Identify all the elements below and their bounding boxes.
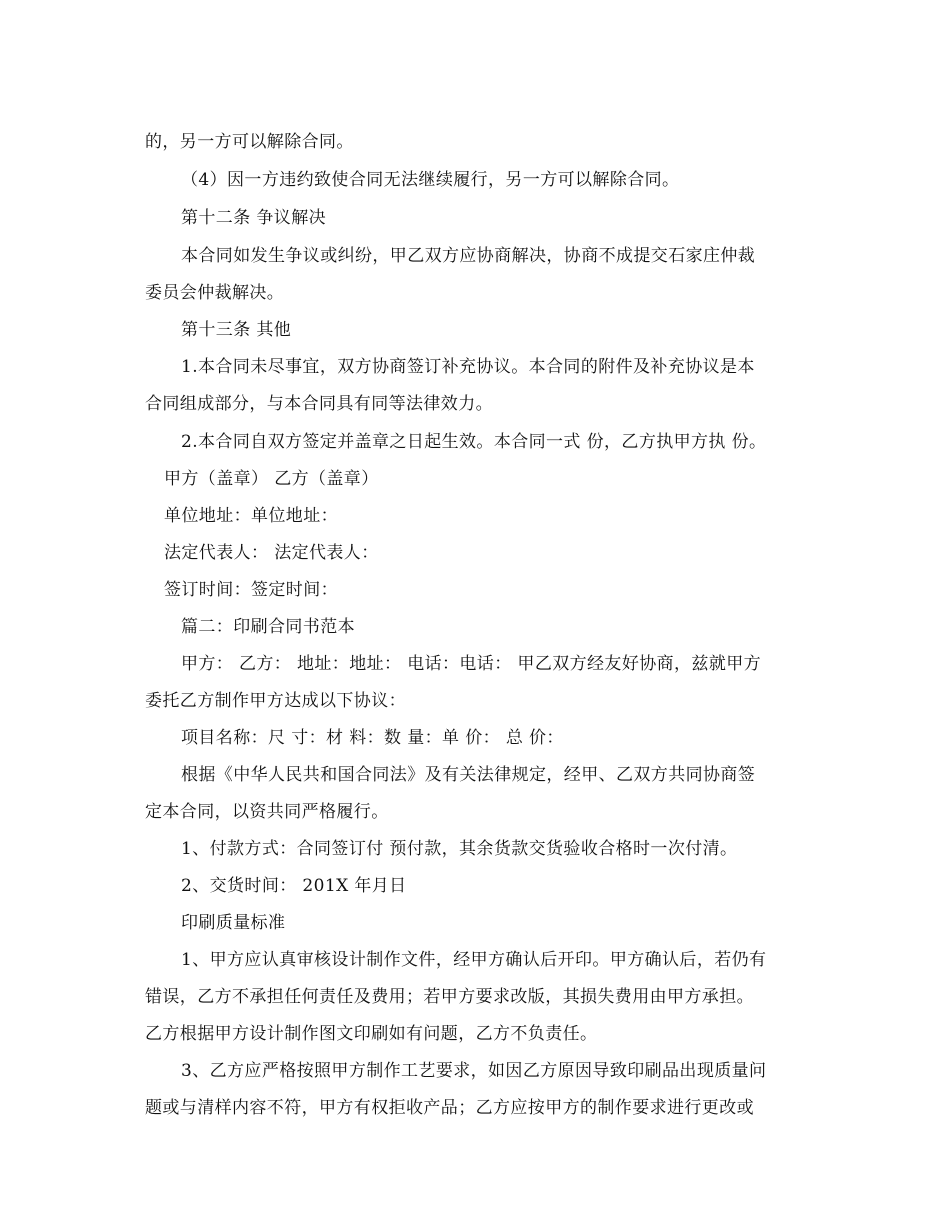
text-line: 3、乙方应严格按照甲方制作工艺要求，如因乙方原因导致印刷品出现质量问 xyxy=(181,1061,767,1081)
text-line: 题或与清样内容不符，甲方有权拒收产品；乙方应按甲方的制作要求进行更改或 xyxy=(145,1098,754,1118)
section-heading: 篇二：印刷合同书范本 xyxy=(181,617,355,637)
text-line: 1、付款方式：合同签订付 预付款，其余货款交货验收合格时一次付清。 xyxy=(181,839,738,859)
text-line: 合同组成部分，与本合同具有同等法律效力。 xyxy=(145,394,493,414)
text-line: 的，另一方可以解除合同。 xyxy=(145,132,354,152)
text-line: 项目名称：尺 寸：材 料：数 量：单 价： 总 价： xyxy=(181,728,564,748)
signature-line: 甲方（盖章） 乙方（盖章） xyxy=(164,469,379,489)
signature-line: 法定代表人： 法定代表人： xyxy=(164,543,379,563)
section-heading: 第十三条 其他 xyxy=(181,320,292,340)
section-heading: 印刷质量标准 xyxy=(181,913,286,933)
section-heading: 第十二条 争议解决 xyxy=(181,208,327,228)
signature-line: 签订时间：签定时间： xyxy=(164,580,338,600)
signature-line: 单位地址：单位地址： xyxy=(164,506,338,526)
text-line: 甲方： 乙方： 地址：地址： 电话：电话： 甲乙双方经友好协商，兹就甲方 xyxy=(181,654,762,674)
text-line: 2、交货时间： 201X 年月日 xyxy=(181,876,407,896)
text-line: 定本合同，以资共同严格履行。 xyxy=(145,802,389,822)
text-line: 乙方根据甲方设计制作图文印刷如有问题，乙方不负责任。 xyxy=(145,1024,598,1044)
text-line: 委托乙方制作甲方达成以下协议： xyxy=(145,691,406,711)
text-line: 2.本合同自双方签定并盖章之日起生效。本合同一式 份，乙方执甲方执 份。 xyxy=(181,432,767,452)
text-line: 1、甲方应认真审核设计制作文件，经甲方确认后开印。甲方确认后，若仍有 xyxy=(181,950,767,970)
text-line: 1.本合同未尽事宜，双方协商签订补充协议。本合同的附件及补充协议是本 xyxy=(181,357,755,377)
text-line: 本合同如发生争议或纠纷，甲乙双方应协商解决，协商不成提交石家庄仲裁 xyxy=(181,246,756,266)
text-line: 根据《中华人民共和国合同法》及有关法律规定，经甲、乙双方共同协商签 xyxy=(181,765,756,785)
text-line: 错误，乙方不承担任何责任及费用；若甲方要求改版，其损失费用由甲方承担。 xyxy=(145,987,754,1007)
text-line: （4）因一方违约致使合同无法继续履行，另一方可以解除合同。 xyxy=(181,170,680,190)
text-line: 委员会仲裁解决。 xyxy=(145,283,285,303)
